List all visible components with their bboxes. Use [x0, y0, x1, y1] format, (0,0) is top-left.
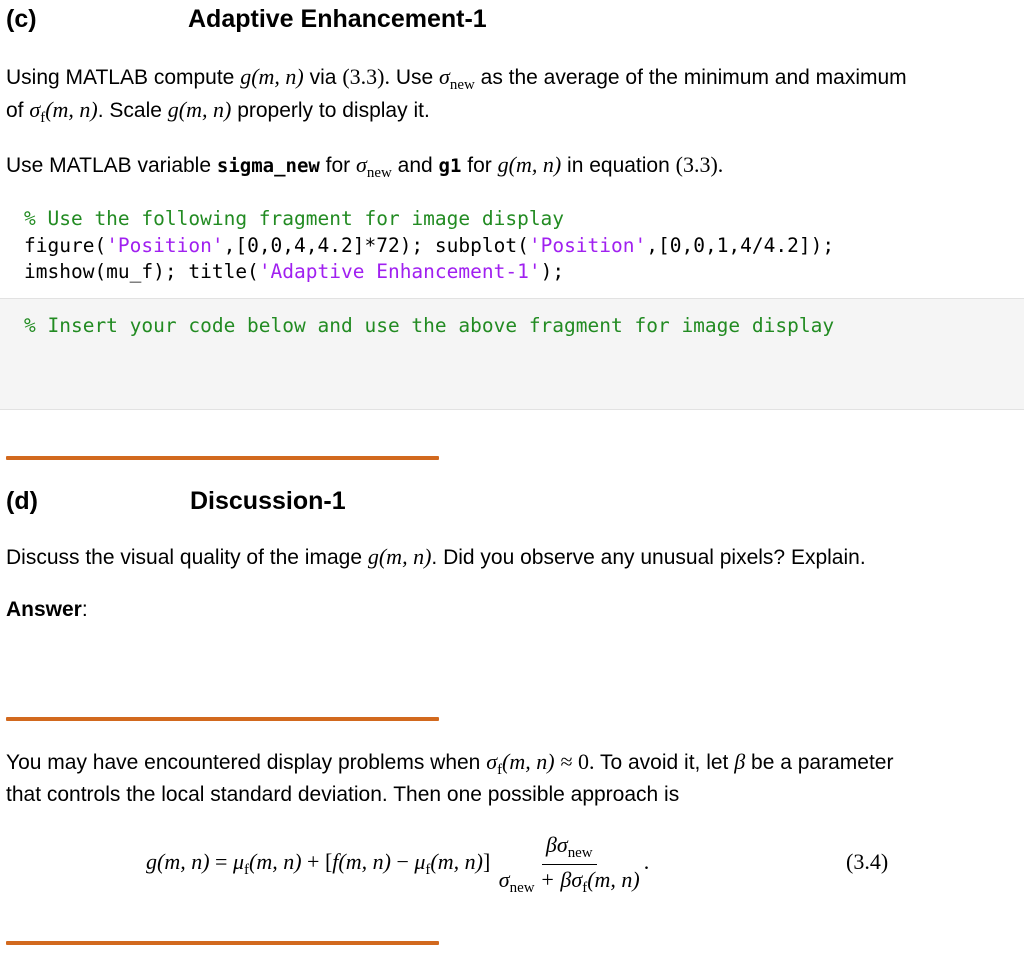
equation-ref: (3.3). [675, 152, 724, 177]
section-e-paragraph-line1: You may have encountered display problems when $\sigma_f(m$, n) ≈ 0. To avoid it, let β be a parameter [6, 749, 894, 779]
code-input-cell[interactable] [0, 298, 1024, 410]
math-beta: β [734, 749, 746, 774]
code-cell-comment: % Insert your code below and use the above fragment for image display [24, 314, 835, 337]
math-sigma-new: $\sigma_{new}$ [439, 64, 475, 94]
section-d-label: (d) [6, 487, 38, 515]
section-divider [6, 717, 439, 721]
equation-ref: (3.3). [342, 64, 390, 89]
equation-3-4: g(m, $n) = \mu_f(m$, n) + [f(m, $n) - \mu_f(m$, n)] $\frac{\beta\sigma_{new}}{\sigma_{new} + \beta\sigma_f(m, n)}$ . [146, 832, 650, 897]
section-c-variable-note: Use MATLAB variable sigma_new for $\sigma_{new}$ and g1 for g(m, n) in equation (3.3). [6, 152, 724, 182]
code-fragment: % Use the following fragment for image display figure('Position',[0,0,4,4.2]*72); subplot('Position',[0,0,1,4/4.2]); imshow(mu_f); title('Adaptive Enhancement-1'); [24, 207, 835, 283]
section-c-paragraph-line2: of $\sigma_f(m$, n). Scale g(m, n) properly to display it. [6, 97, 430, 127]
section-e-paragraph-line2: that controls the local standard deviation. Then one possible approach is [6, 783, 680, 806]
math-g-mn: g(m, n) [367, 544, 432, 569]
math-sigma-f-mn: $\sigma_f(m$, n) [486, 749, 555, 779]
section-divider [6, 941, 439, 945]
math-sigma-new: $\sigma_{new}$ [356, 152, 392, 182]
variable-sigma-new: sigma_new [216, 155, 320, 177]
math-g-mn: g(m, n) [497, 152, 562, 177]
section-c-paragraph-line1: Using MATLAB compute g(m, n) via (3.3). Use $\sigma_{new}$ as the average of the minimum and maximum [6, 64, 907, 94]
variable-g1: g1 [438, 155, 462, 177]
code-comment: % Use the following fragment for image display [24, 207, 565, 230]
math-sigma-f-mn: $\sigma_f(m$, n) [29, 97, 98, 127]
section-d-question: Discuss the visual quality of the image g(m, n). Did you observe any unusual pixels? Explain. [6, 544, 866, 569]
answer-label: Answer: [6, 598, 88, 621]
math-g-mn: g(m, n) [167, 97, 232, 122]
math-g-mn: g(m, n) [240, 64, 304, 89]
section-c-label: (c) [6, 5, 37, 33]
section-divider [6, 456, 439, 460]
section-c-title: Adaptive Enhancement-1 [188, 5, 487, 33]
section-d-title: Discussion-1 [190, 487, 346, 515]
equation-number: (3.4) [846, 849, 889, 874]
equation-fraction: $\frac{\beta\sigma_{new}}{\sigma_{new} + \beta\sigma_f(m, n)}$ [498, 832, 640, 897]
